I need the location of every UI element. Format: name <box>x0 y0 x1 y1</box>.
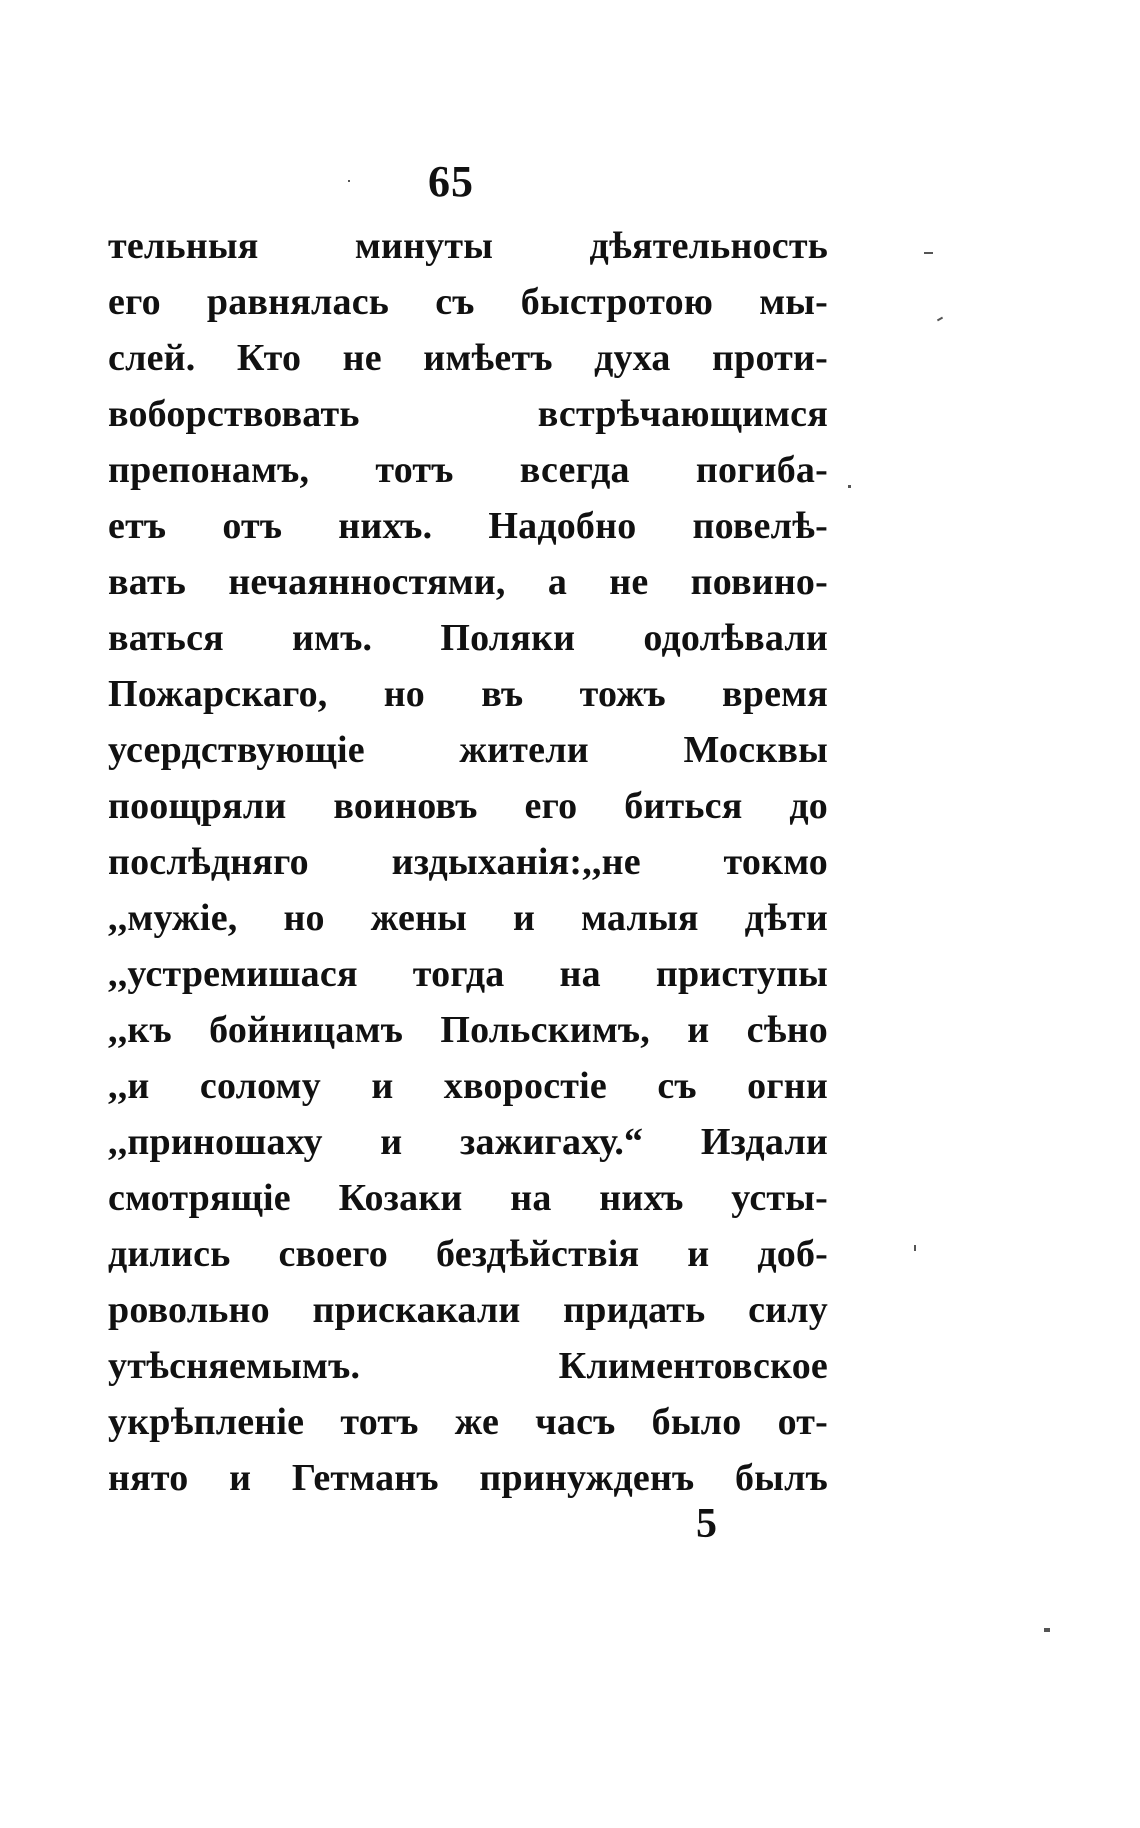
print-speck <box>924 252 933 254</box>
text-line: дились своего бездѣйствія и доб- <box>108 1233 828 1275</box>
text-line: ,,мужіе, но жены и малыя дѣти <box>108 897 828 939</box>
text-line: воборствовать встрѣчающимся <box>108 393 828 435</box>
text-line: ,,устремишася тогда на приступы <box>108 953 828 995</box>
text-line: ,,къ бойницамъ Польскимъ, и сѣно <box>108 1009 828 1051</box>
text-line: поощряли воиновъ его биться до <box>108 785 828 827</box>
text-line: етъ отъ нихъ. Надобно повелѣ- <box>108 505 828 547</box>
text-line: ,,приношаху и зажигаху.“ Издали <box>108 1121 828 1163</box>
text-line: его равнялась съ быстротою мы- <box>108 281 828 323</box>
text-line: слей. Кто не имѣетъ духа проти- <box>108 337 828 379</box>
text-line: препонамъ, тотъ всегда погиба- <box>108 449 828 491</box>
body-text <box>108 218 828 1506</box>
print-speck <box>1044 1628 1050 1632</box>
print-speck <box>914 1245 916 1251</box>
print-speck <box>848 485 851 488</box>
text-line: ,,и солому и хворостіе съ огни <box>108 1065 828 1107</box>
text-line: ровольно прискакали придать силу <box>108 1289 828 1331</box>
text-line: ваться имъ. Поляки одолѣвали <box>108 617 828 659</box>
print-speck <box>937 317 943 322</box>
text-line: тельныя минуты дѣятельность <box>108 225 828 267</box>
text-line: Пожарскаго, но въ тожъ время <box>108 673 828 715</box>
text-line: усердствующіе жители Москвы <box>108 729 828 771</box>
text-line: вать нечаянностями, а не повино- <box>108 561 828 603</box>
page-number: 65 <box>428 157 474 206</box>
signature-mark: 5 <box>696 1501 717 1547</box>
print-speck <box>348 180 350 182</box>
text-line: утѣсняемымъ. Климентовское <box>108 1345 828 1387</box>
text-line: послѣдняго издыханія:,,не токмо <box>108 841 828 883</box>
text-line: нято и Гетманъ принужденъ былъ <box>108 1457 828 1499</box>
text-line: укрѣпленіе тотъ же часъ было от- <box>108 1401 828 1443</box>
text-line: смотрящіе Козаки на нихъ усты- <box>108 1177 828 1219</box>
